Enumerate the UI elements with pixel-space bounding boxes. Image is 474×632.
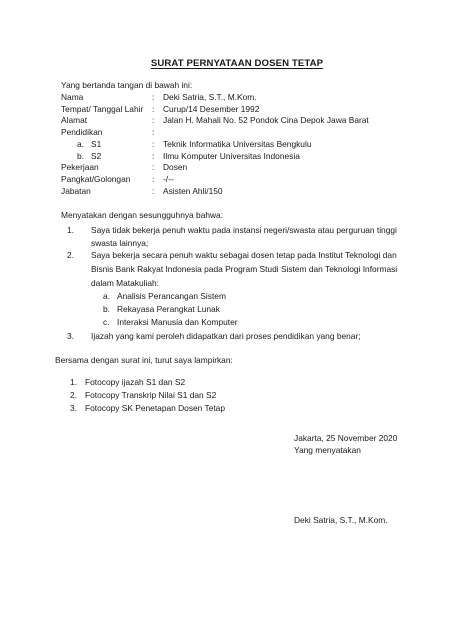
field-value-s2: Ilmu Komputer Universitas Indonesia [163, 151, 300, 161]
field-colon: : [152, 151, 155, 161]
field-colon: : [152, 186, 155, 196]
field-letter-s2: b. [77, 151, 84, 161]
field-value-s1: Teknik Informatika Universitas Bengkulu [163, 139, 312, 149]
statement-line: dalam Matakuliah: [91, 278, 159, 288]
field-value-ttl: Curup/14 Desember 1992 [163, 104, 260, 114]
statement-number: 3. [67, 331, 74, 341]
field-colon: : [152, 127, 155, 137]
course-item: Rekayasa Perangkat Lunak [117, 304, 220, 314]
course-letter: b. [103, 304, 110, 314]
field-colon: : [152, 104, 155, 114]
signatory-name: Deki Satria, S.T., M.Kom. [294, 515, 388, 525]
attachment-number: 2. [70, 390, 77, 400]
field-value-pekerjaan: Dosen [163, 162, 188, 172]
course-letter: a. [103, 291, 110, 301]
statement-line: swasta lainnya; [91, 238, 149, 248]
course-item: Interaksi Manusia dan Komputer [117, 317, 238, 327]
attachment-intro: Bersama dengan surat ini, turut saya lampirkan: [55, 355, 233, 365]
field-colon: : [152, 92, 155, 102]
field-label-s2: S2 [91, 151, 102, 161]
course-letter: c. [103, 317, 110, 327]
place-date: Jakarta, 25 November 2020 [294, 433, 398, 443]
course-item: Analisis Perancangan Sistem [117, 291, 226, 301]
field-letter-s1: a. [77, 139, 84, 149]
statement-line: Saya bekerja secara penuh waktu sebagai dosen tetap pada Institut Teknologi dan [91, 250, 397, 260]
field-label-s1: S1 [91, 139, 102, 149]
statement-line: Saya tidak bekerja penuh waktu pada instansi negeri/swasta atau perguruan tinggi [91, 225, 397, 235]
field-label-pekerjaan: Pekerjaan [61, 162, 99, 172]
attachment-item: Fotocopy ijazah S1 dan S2 [85, 377, 186, 387]
field-colon: : [152, 174, 155, 184]
field-label-jabatan: Jabatan [61, 186, 91, 196]
attachment-number: 1. [70, 377, 77, 387]
document-title: SURAT PERNYATAAN DOSEN TETAP [150, 58, 324, 69]
field-colon: : [152, 162, 155, 172]
field-label-pendidikan: Pendidikan [61, 127, 103, 137]
attachment-item: Fotocopy SK Penetapan Dosen Tetap [85, 403, 225, 413]
statement-intro: Menyatakan dengan sesungguhnya bahwa: [61, 210, 224, 220]
field-label-ttl: Tempat/ Tanggal Lahir [61, 104, 144, 114]
field-label-alamat: Alamat [61, 115, 88, 125]
field-colon: : [152, 139, 155, 149]
field-label-nama: Nama [61, 92, 84, 102]
intro-text: Yang bertanda tangan di bawah ini: [61, 80, 193, 90]
attachment-number: 3. [70, 403, 77, 413]
field-colon: : [152, 115, 155, 125]
attachment-item: Fotocopy Transkrip Nilai S1 dan S2 [85, 390, 217, 400]
declarant-label: Yang menyatakan [294, 445, 361, 455]
field-value-nama: Deki Satria, S.T., M.Kom. [163, 92, 257, 102]
field-label-pangkat: Pangkat/Golongan [61, 174, 131, 184]
field-value-jabatan: Asisten Ahli/150 [163, 186, 223, 196]
field-value-alamat: Jalan H. Mahali No. 52 Pondok Cina Depok Jawa Barat [163, 115, 369, 125]
field-value-pangkat: -/-- [163, 174, 174, 184]
statement-number: 1. [67, 225, 74, 235]
statement-line: Bisnis Bank Rakyat Indonesia pada Program Studi Sistem dan Teknologi Informasi [91, 264, 398, 274]
statement-number: 2. [67, 250, 74, 260]
statement-line: Ijazah yang kami peroleh didapatkan dari proses pendidikan yang benar; [91, 331, 361, 341]
